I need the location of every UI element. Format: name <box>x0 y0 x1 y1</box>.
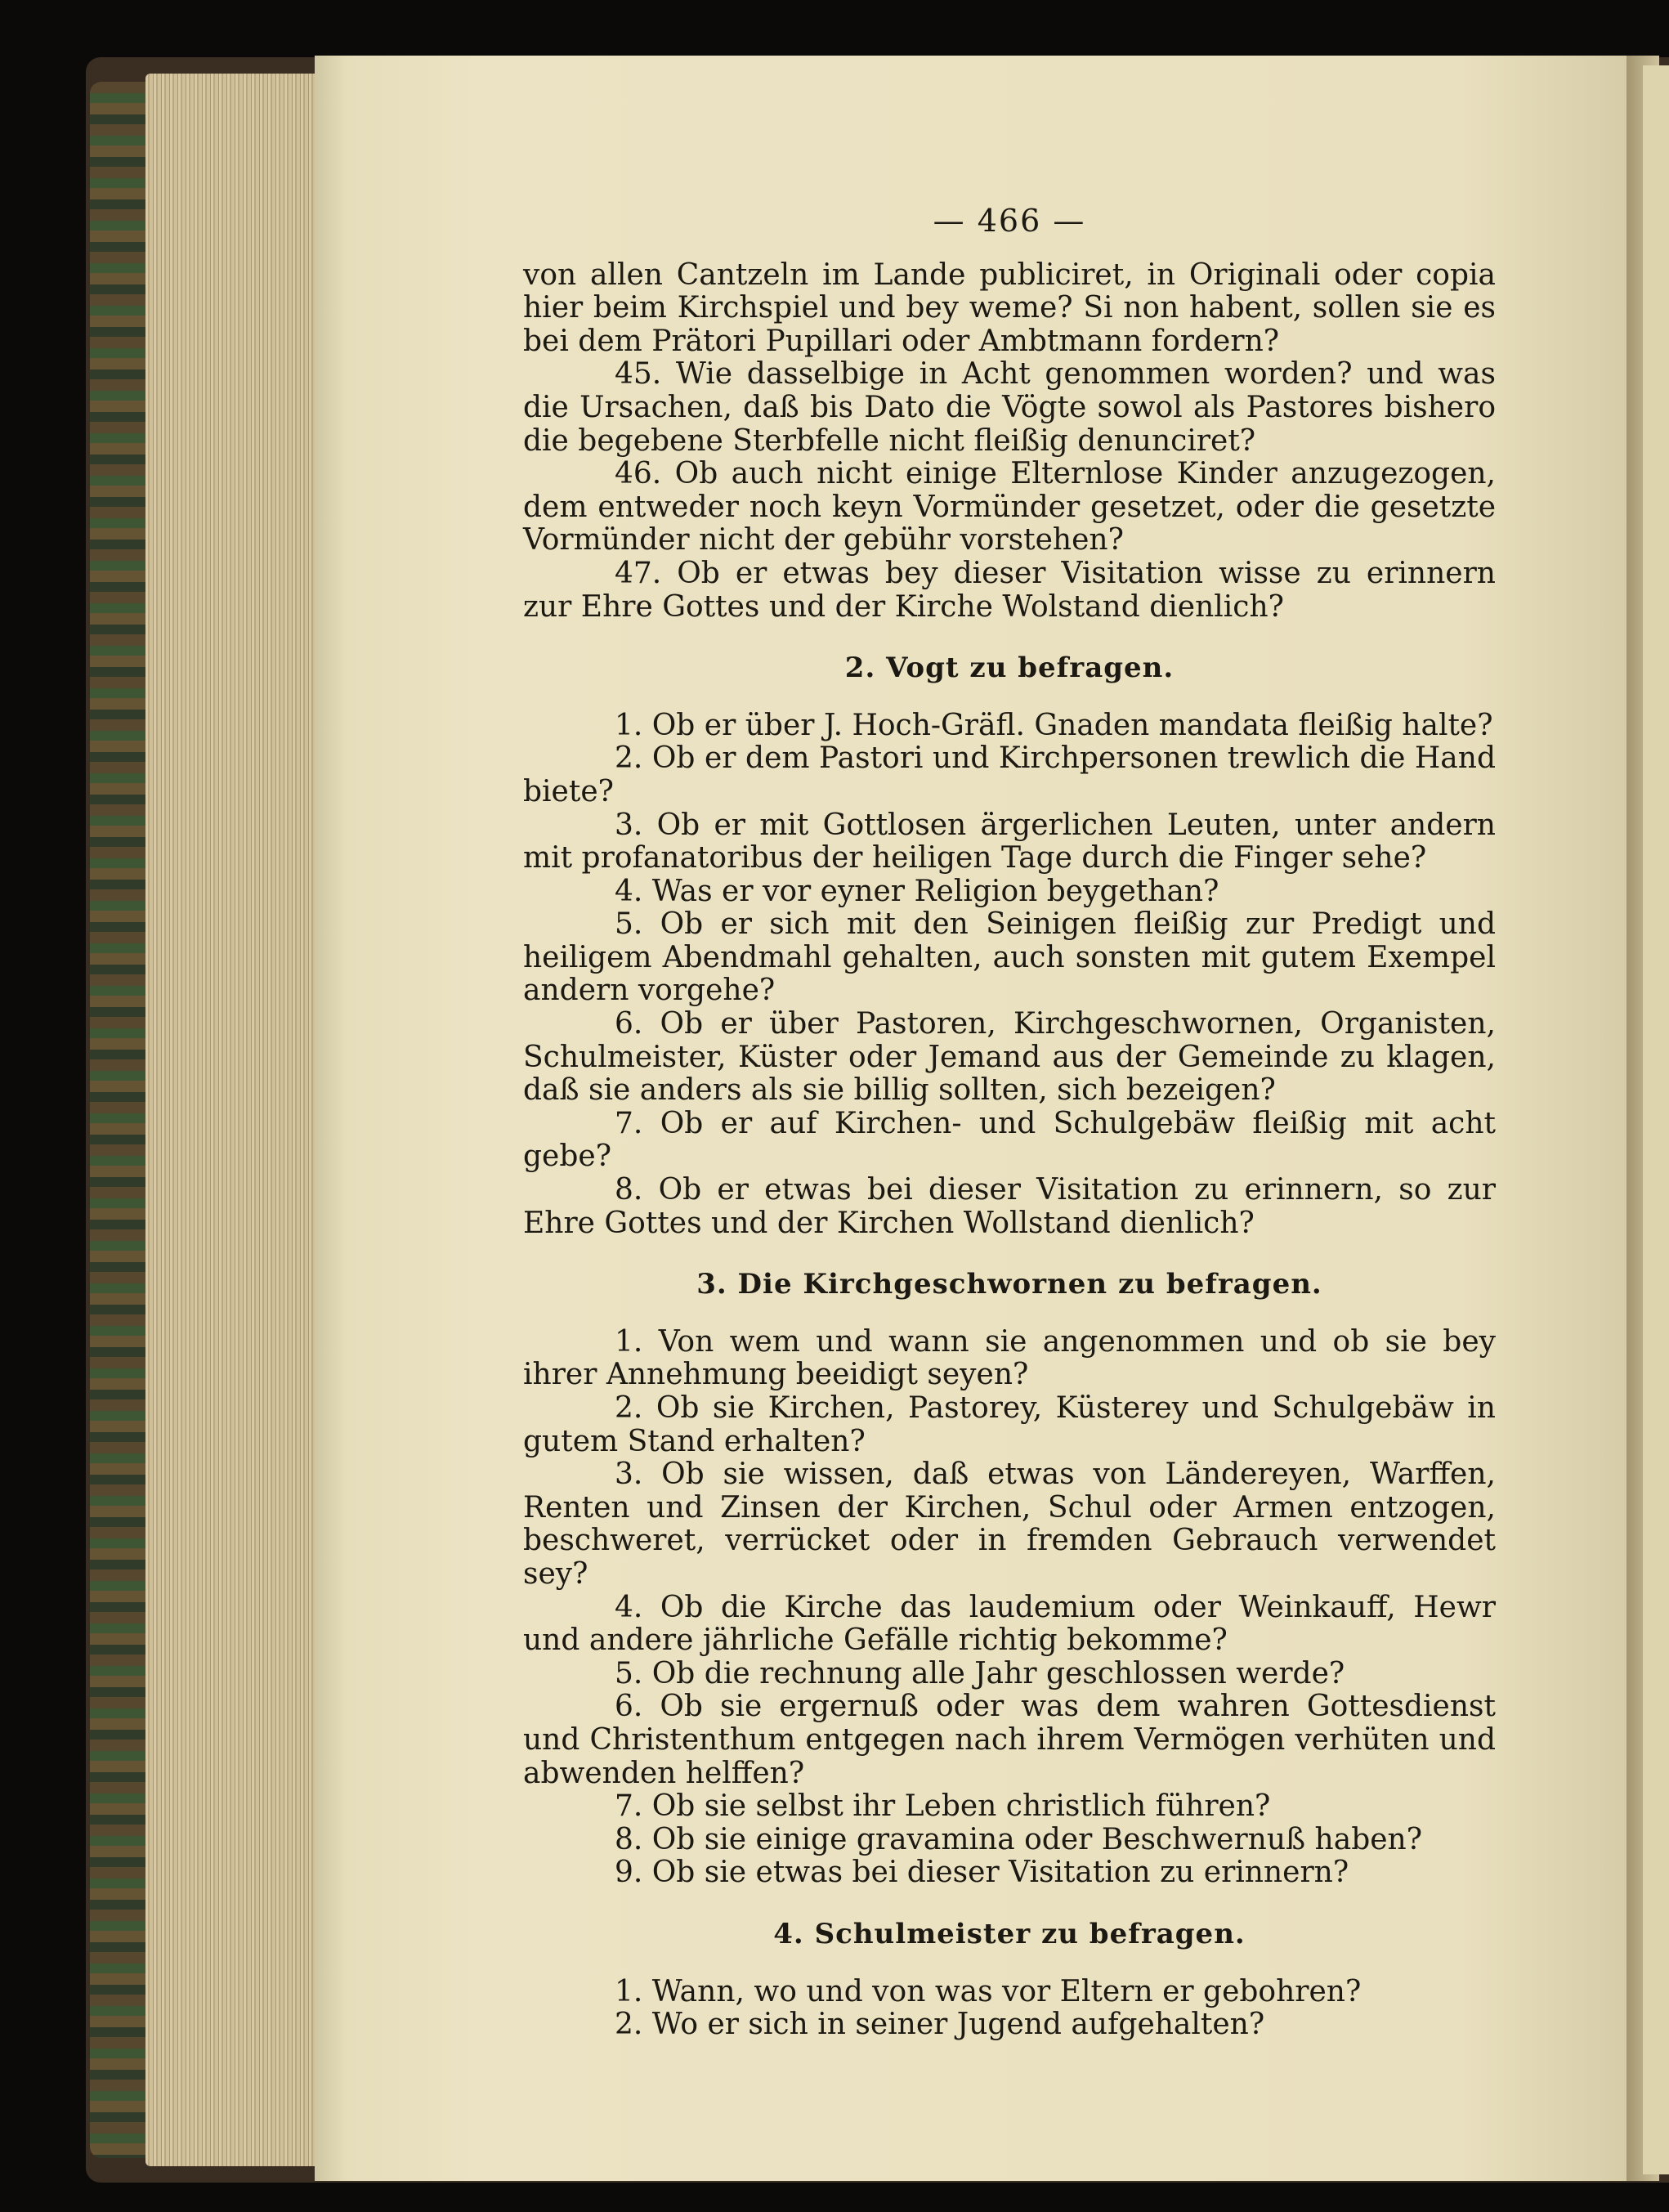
page-number: — 466 — <box>933 203 1086 239</box>
list-item: 3. Ob er mit Gottlosen ärgerlichen Leuten, unter andern mit profanatoribus der heiligen Tage durch die Finger sehe? <box>523 808 1496 875</box>
list-item: 45. Wie dasselbige in Acht genommen worden? und was die Ursachen, daß bis Dato die Vögte sowol als Pastores bishero die begebene Sterbfelle nicht fleißig denunciret? <box>523 357 1496 458</box>
section-4-items <box>523 1976 1496 2042</box>
section-2-items <box>523 710 1496 1241</box>
list-item: 6. Ob er über Pastoren, Kirchgeschwornen, Organisten, Schulmeister, Küster oder Jemand aus der Gemeinde zu klagen, daß sie anders als sie billig sollten, sich bezeigen? <box>523 1007 1496 1108</box>
facing-page-edge <box>1643 65 1669 2174</box>
list-item: 47. Ob er etwas bey dieser Visitation wisse zu erinnern zur Ehre Gottes und der Kirche Wolstand dienlich? <box>523 556 1496 624</box>
list-item: 1. Von wem und wann sie angenommen und ob sie bey ihrer Annehmung beeidigt seyen? <box>523 1324 1496 1392</box>
list-item: 8. Ob er etwas bei dieser Visitation zu erinnern, so zur Ehre Gottes und der Kirchen Wollstand dienlich? <box>523 1173 1496 1240</box>
section-heading-kirchgeschwornen: 3. Die Kirchgeschwornen zu befragen. <box>696 1268 1322 1301</box>
section-heading-schulmeister: 4. Schulmeister zu befragen. <box>773 1917 1246 1950</box>
list-item: 5. Ob er sich mit den Seinigen fleißig zur Predigt und heiligem Abendmahl gehalten, auch sonsten mit gutem Exempel andern vorgehe? <box>523 907 1496 1008</box>
page-stack-edge <box>145 74 317 2166</box>
page-content <box>523 204 1496 2042</box>
list-item: 2. Ob sie Kirchen, Pastorey, Küsterey und Schulgebäw in gutem Stand erhalten? <box>523 1391 1496 1458</box>
list-item: 8. Ob sie einige gravamina oder Beschwernuß haben? <box>615 1822 1423 1856</box>
list-item: 5. Ob die rechnung alle Jahr geschlossen werde? <box>615 1656 1345 1690</box>
list-item: 46. Ob auch nicht einige Elternlose Kinder anzugezogen, dem entweder noch keyn Vormünder gesetzet, oder die gesetzte Vormünder nicht der gebühr vorstehen? <box>523 457 1496 557</box>
list-item: 7. Ob sie selbst ihr Leben christlich führen? <box>615 1789 1271 1824</box>
list-item: 4. Ob die Kirche das laudemium oder Weinkauff, Hewr und andere jährliche Gefälle richtig bekomme? <box>523 1590 1496 1658</box>
list-item: 2. Ob er dem Pastori und Kirchpersonen trewlich die Hand biete? <box>523 741 1496 808</box>
intro-paragraph: von allen Cantzeln im Lande publiciret, in Originali oder copia hier beim Kirchspiel und bey weme? Si non habent, sollen sie es bei dem Prätori Pupillari oder Ambtmann fordern? <box>523 257 1496 358</box>
list-item: 2. Wo er sich in seiner Jugend aufgehalten? <box>615 2008 1265 2042</box>
section-1-items <box>523 358 1496 624</box>
list-item: 1. Wann, wo und von was vor Eltern er gebohren? <box>615 1974 1362 2008</box>
list-item: 9. Ob sie etwas bei dieser Visitation zu erinnern? <box>615 1856 1349 1890</box>
section-heading-vogt: 2. Vogt zu befragen. <box>844 652 1175 685</box>
section-3-items <box>523 1326 1496 1890</box>
list-item: 6. Ob sie ergernuß oder was dem wahren Gottesdienst und Christenthum entgegen nach ihrem Vermögen verhüten und abwenden helffen? <box>523 1690 1496 1790</box>
list-item: 3. Ob sie wissen, daß etwas von Ländereyen, Warffen, Renten und Zinsen der Kirchen, Schul oder Armen entzogen, beschweret, verrücket oder in fremden Gebrauch verwendet sey? <box>523 1458 1496 1591</box>
list-item: 4. Was er vor eyner Religion beygethan? <box>615 874 1219 908</box>
list-item: 7. Ob er auf Kirchen- und Schulgebäw fleißig mit acht gebe? <box>523 1106 1496 1174</box>
list-item: 1. Ob er über J. Hoch-Gräfl. Gnaden mandata fleißig halte? <box>615 708 1493 742</box>
